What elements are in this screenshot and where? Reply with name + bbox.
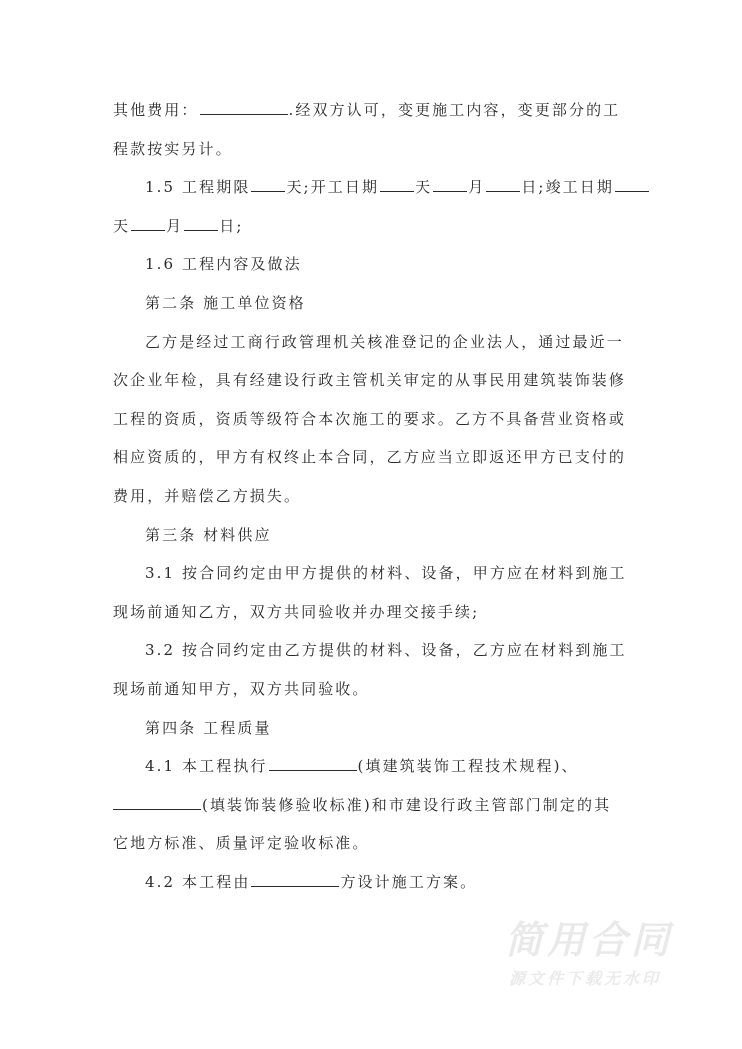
fill-blank[interactable] — [486, 176, 520, 192]
paragraph-line — [113, 328, 633, 367]
paragraph-line — [113, 366, 633, 405]
paragraph-line — [113, 482, 633, 521]
fill-blank[interactable] — [251, 871, 339, 887]
fill-blank[interactable] — [380, 176, 414, 192]
line-text: 方设计施工方案。 — [340, 872, 478, 891]
line-text: 月 — [166, 216, 184, 235]
line-text: 日;竣工日期 — [521, 178, 614, 197]
article-3-heading — [113, 521, 633, 560]
line-text: 天;开工日期 — [286, 178, 380, 197]
line-text: 3.2 按合同约定由乙方提供的材料、设备，乙方应在材料到施工 — [145, 641, 627, 660]
article-2-heading — [113, 289, 633, 328]
clause-4-1 — [113, 752, 633, 791]
line-text: .经双方认可，变更施工内容，变更部分的工 — [288, 101, 621, 119]
line-text: 现场前通知乙方，双方共同验收并办理交接手续; — [113, 602, 480, 621]
line-text: (填建筑装饰工程技术规程)、 — [357, 757, 579, 776]
line-text: 其他费用： — [113, 101, 199, 119]
clause-3-1 — [113, 559, 633, 598]
paragraph-line — [113, 675, 633, 714]
heading-text: 第四条 工程质量 — [145, 718, 272, 737]
document-page — [113, 96, 633, 906]
line-text: 天 — [113, 216, 131, 235]
line-text: 月 — [468, 178, 486, 197]
heading-text: 第二条 施工单位资格 — [145, 293, 306, 312]
fill-blank[interactable] — [113, 794, 201, 810]
heading-text: 第三条 材料供应 — [145, 525, 272, 544]
paragraph-line — [113, 212, 633, 251]
line-text: 工程的资质，资质等级符合本次施工的要求。乙方不具备营业资格或 — [113, 409, 627, 428]
line-text: 它地方标准、质量评定验收标准。 — [113, 834, 370, 853]
watermark-title: 简用合同 — [505, 918, 674, 962]
line-text: 次企业年检，具有经建设行政主管机关审定的从事民用建筑装饰装修 — [113, 371, 627, 390]
paragraph-line — [113, 443, 633, 482]
line-text: 乙方是经过工商行政管理机关核准登记的企业法人，通过最近一 — [145, 332, 624, 351]
fill-blank[interactable] — [200, 99, 288, 115]
paragraph-line — [113, 96, 633, 135]
line-text: 3.1 按合同约定由甲方提供的材料、设备，甲方应在材料到施工 — [145, 564, 627, 583]
paragraph-line — [113, 405, 633, 444]
fill-blank[interactable] — [131, 215, 165, 231]
line-text: 4.2 本工程由 — [145, 872, 251, 891]
clause-1-6 — [113, 250, 633, 289]
fill-blank[interactable] — [184, 215, 218, 231]
watermark-subtitle: 源文件下载无水印 — [509, 969, 662, 988]
line-text: 1.6 工程内容及做法 — [145, 255, 302, 274]
clause-4-2 — [113, 868, 633, 907]
line-text: 日; — [219, 216, 244, 235]
watermark — [505, 918, 715, 990]
line-text: 相应资质的，甲方有权终止本合同，乙方应当立即返还甲方已支付的 — [113, 448, 627, 467]
fill-blank[interactable] — [269, 755, 357, 771]
paragraph-line — [113, 598, 633, 637]
fill-blank[interactable] — [615, 176, 649, 192]
clause-3-2 — [113, 636, 633, 675]
article-4-heading — [113, 714, 633, 753]
line-text: 费用，并赔偿乙方损失。 — [113, 486, 302, 505]
line-text: 1.5 工程期限 — [145, 178, 251, 197]
fill-blank[interactable] — [251, 176, 285, 192]
line-text: (填装饰装修验收标准)和市建设行政主管部门制定的其 — [202, 795, 612, 814]
clause-1-5 — [113, 173, 633, 212]
line-text: 4.1 本工程执行 — [145, 757, 268, 776]
line-text: 程款按实另计。 — [113, 139, 233, 158]
line-text: 天 — [415, 178, 433, 197]
fill-blank[interactable] — [433, 176, 467, 192]
paragraph-line — [113, 791, 633, 830]
line-text: 现场前通知甲方，双方共同验收。 — [113, 679, 370, 698]
paragraph-line — [113, 829, 633, 868]
paragraph-line — [113, 135, 633, 174]
